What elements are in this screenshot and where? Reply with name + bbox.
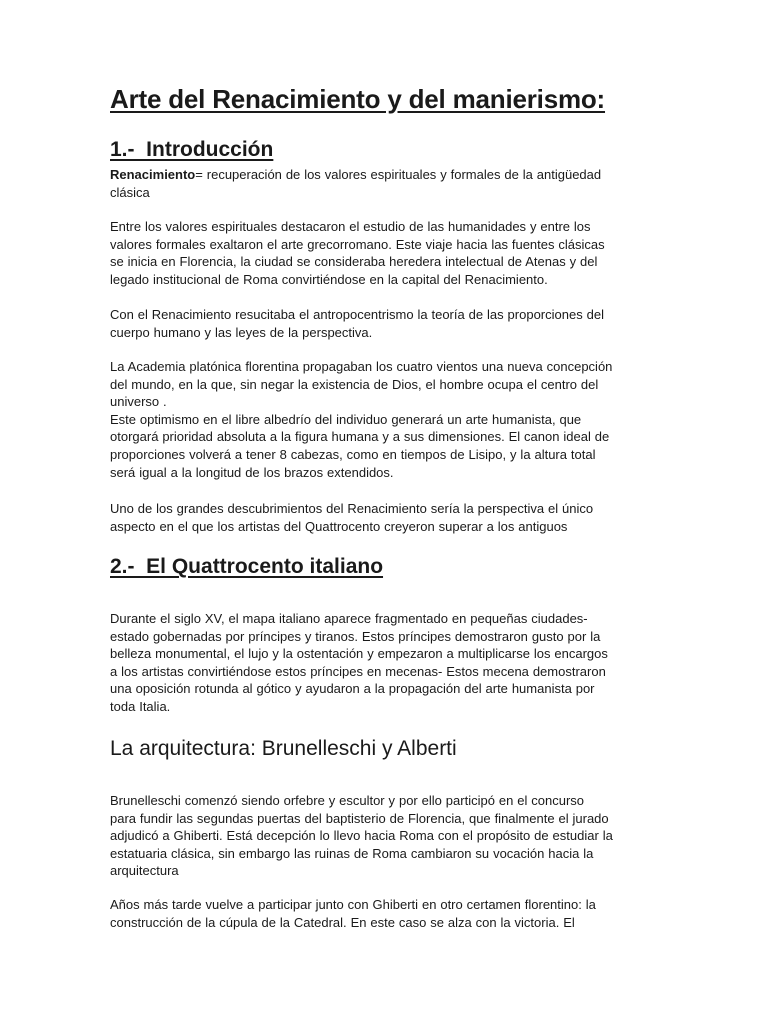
intro-paragraph-2	[110, 306, 662, 341]
brunelleschi-paragraph-1	[110, 792, 662, 880]
paragraph-line: belleza monumental, el lujo y la ostentación y empezaron a multiplicarse los encargos	[110, 646, 608, 662]
paragraph-line: La Academia platónica florentina propagaban los cuatro vientos una nueva concepción	[110, 359, 613, 374]
definition-paragraph	[110, 166, 662, 201]
intro-paragraph-1	[110, 218, 662, 288]
paragraph-line: estado gobernadas por príncipes y tiranos. Estos príncipes demostraron gusto por la	[110, 628, 601, 644]
intro-paragraph-3	[110, 358, 662, 481]
paragraph-line: cuerpo humano y las leyes de la perspectiva.	[110, 324, 373, 340]
quattrocento-paragraph	[110, 610, 662, 716]
paragraph-line: del mundo, en la que, sin negar la existencia de Dios, el hombre ocupa el centro del	[110, 376, 599, 392]
paragraph-line: se inicia en Florencia, la ciudad se consideraba heredera intelectual de Atenas y del	[110, 254, 598, 270]
paragraph-line: legado institucional de Roma convirtiéndose en la capital del Renacimiento.	[110, 271, 548, 287]
paragraph-line: valores formales exaltaron el arte grecorromano. Este viaje hacia las fuentes clásicas	[110, 236, 605, 252]
paragraph-line: Durante el siglo XV, el mapa italiano aparece fragmentado en pequeñas ciudades-	[110, 611, 588, 626]
paragraph-line: será igual a la longitud de los brazos extendidos.	[110, 464, 394, 480]
paragraph-line: universo .	[110, 394, 167, 410]
paragraph-line: para fundir las segundas puertas del baptisterio de Florencia, que finalmente el jurado	[110, 810, 609, 826]
paragraph-line: construcción de la cúpula de la Catedral. En este caso se alza con la victoria. El	[110, 914, 575, 930]
paragraph-line: Brunelleschi comenzó siendo orfebre y escultor y por ello participó en el concurso	[110, 793, 585, 808]
paragraph-line: Años más tarde vuelve a participar junto con Ghiberti en otro certamen florentino: la	[110, 897, 596, 912]
definition-line-1	[110, 166, 662, 184]
document-title: Arte del Renacimiento y del manierismo:	[110, 84, 606, 114]
paragraph-line: Este optimismo en el libre albedrío del individuo generará un arte humanista, que	[110, 411, 582, 427]
intro-paragraph-4	[110, 500, 662, 535]
paragraph-line: Entre los valores espirituales destacaron el estudio de las humanidades y entre los	[110, 219, 591, 234]
paragraph-line: Con el Renacimiento resucitaba el antropocentrismo la teoría de las proporciones del	[110, 307, 604, 322]
definition-line-2: clásica	[110, 184, 150, 200]
paragraph-line: otorgará prioridad absoluta a la figura humana y a sus dimensiones. El canon ideal de	[110, 429, 610, 445]
brunelleschi-paragraph-2	[110, 896, 662, 931]
section-3-heading: La arquitectura: Brunelleschi y Alberti	[110, 737, 457, 760]
definition-text: = recuperación de los valores espirituales y formales de la antigüedad	[195, 167, 602, 182]
paragraph-line: arquitectura	[110, 863, 179, 879]
section-2-heading: 2.- El Quattrocento italiano	[110, 555, 384, 578]
paragraph-line: adjudicó a Ghiberti. Está decepción lo llevo hacia Roma con el propósito de estudiar la	[110, 828, 613, 844]
paragraph-line: estatuaria clásica, sin embargo las ruinas de Roma cambiaron su vocación hacia la	[110, 845, 594, 861]
paragraph-line: Uno de los grandes descubrimientos del Renacimiento sería la perspectiva el único	[110, 501, 594, 516]
paragraph-line: toda Italia.	[110, 698, 171, 714]
paragraph-line: aspecto en el que los artistas del Quattrocento creyeron superar a los antiguos	[110, 518, 568, 534]
paragraph-line: una oposición rotunda al gótico y ayudaron a la propagación del arte humanista por	[110, 681, 595, 697]
paragraph-line: a los artistas convirtiéndose estos príncipes en mecenas- Estos mecena demostraron	[110, 663, 606, 679]
section-1-heading: 1.- Introducción	[110, 138, 274, 161]
definition-term: Renacimiento	[110, 167, 196, 182]
paragraph-line: proporciones volverá a tener 8 cabezas, como en tiempos de Lisipo, y la altura total	[110, 446, 596, 462]
